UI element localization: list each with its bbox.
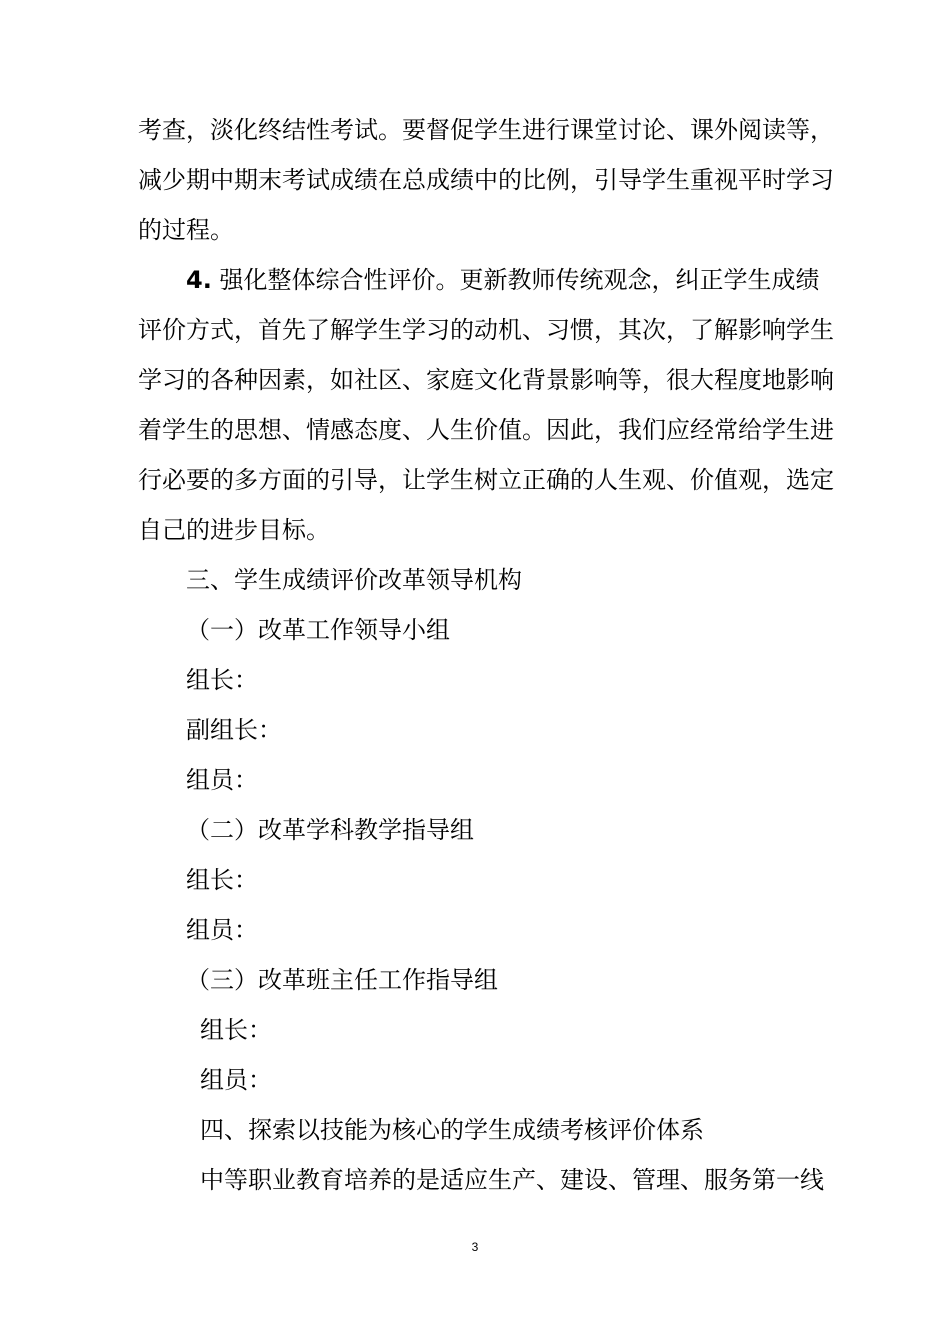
group1-deputy: 副组长： <box>186 716 282 744</box>
paragraph2-number: 4. <box>186 266 212 294</box>
group3-leader: 组长： <box>200 1016 272 1044</box>
paragraph2-line5: 行必要的多方面的引导，让学生树立正确的人生观、价值观，选定 <box>138 466 834 494</box>
group3-title: （三）改革班主任工作指导组 <box>186 966 498 994</box>
group1-leader: 组长： <box>186 666 258 694</box>
group2-members: 组员： <box>186 916 258 944</box>
paragraph2-line3: 学习的各种因素，如社区、家庭文化背景影响等，很大程度地影响 <box>138 366 834 394</box>
section4-line1: 中等职业教育培养的是适应生产、建设、管理、服务第一线 <box>200 1166 824 1194</box>
paragraph2-line4: 着学生的思想、情感态度、人生价值。因此，我们应经常给学生进 <box>138 416 834 444</box>
paragraph1-line2: 减少期中期末考试成绩在总成绩中的比例，引导学生重视平时学习 <box>138 166 834 194</box>
section3-heading: 三、学生成绩评价改革领导机构 <box>186 566 522 594</box>
group3-members: 组员： <box>200 1066 272 1094</box>
page-number: 3 <box>471 1240 479 1254</box>
group1-title: （一）改革工作领导小组 <box>186 616 450 644</box>
section4-heading: 四、探索以技能为核心的学生成绩考核评价体系 <box>200 1116 704 1144</box>
paragraph1-line1: 考查，淡化终结性考试。要督促学生进行课堂讨论、课外阅读等， <box>138 116 834 144</box>
group1-members: 组员： <box>186 766 258 794</box>
group2-title: （二）改革学科教学指导组 <box>186 816 474 844</box>
paragraph2-line2: 评价方式，首先了解学生学习的动机、习惯，其次，了解影响学生 <box>138 316 834 344</box>
paragraph2-line6: 自己的进步目标。 <box>138 516 330 544</box>
group2-leader: 组长： <box>186 866 258 894</box>
paragraph2-line1 <box>186 265 818 295</box>
paragraph1-line3: 的过程。 <box>138 216 234 244</box>
paragraph2-line1-text: 强化整体综合性评价。更新教师传统观念，纠正学生成绩 <box>219 266 820 294</box>
